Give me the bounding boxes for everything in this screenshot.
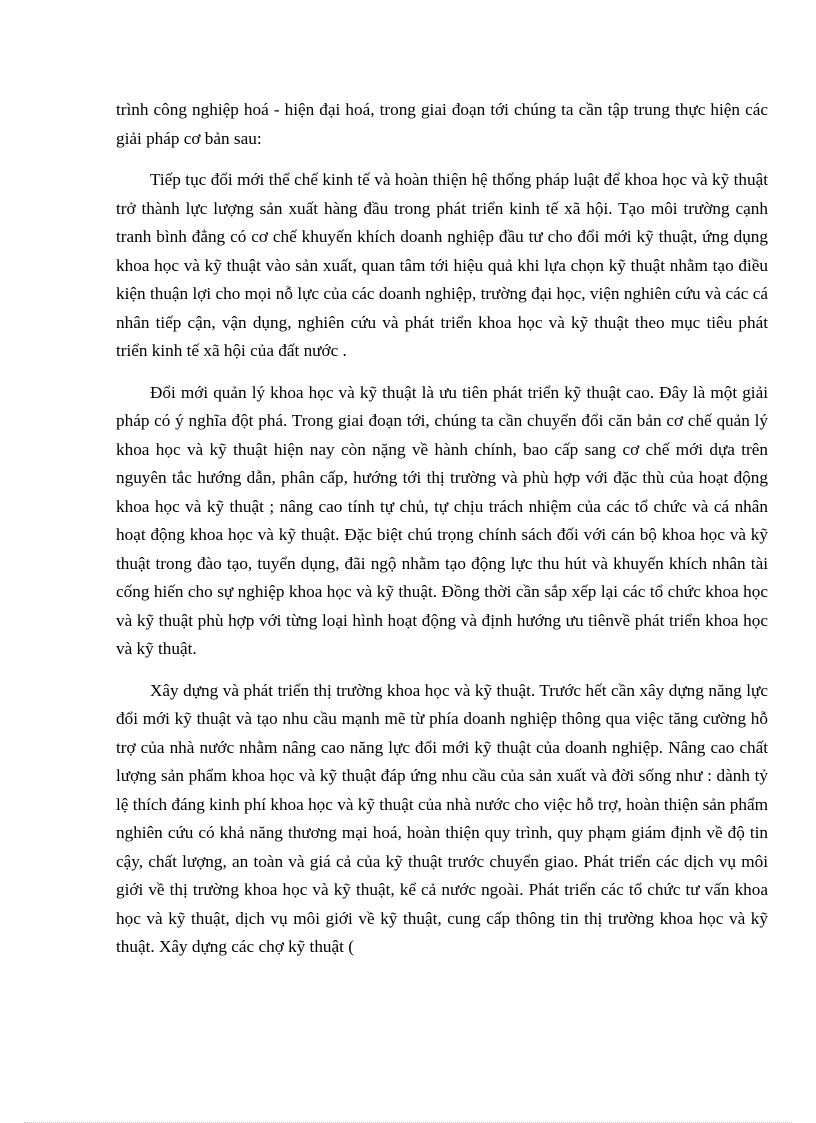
paragraph-management-reform: Đổi mới quản lý khoa học và kỹ thuật là ưu tiên phát triển kỹ thuật cao. Đây là một giải pháp có ý nghĩa đột phá. Trong giai đoạn tới, chúng ta cần chuyển đổi căn bản cơ chế quản lý khoa học và kỹ thuật hiện nay còn nặng về hành chính, bao cấp sang cơ chế mới dựa trên nguyên tắc hướng dẫn, phân cấp, hướng tới thị trường và phù hợp với đặc thù của hoạt động khoa học và kỹ thuật ; nâng cao tính tự chủ, tự chịu trách nhiệm của các tổ chức và cá nhân hoạt động khoa học và kỹ thuật. Đặc biệt chú trọng chính sách đối với cán bộ khoa học và kỹ thuật trong đào tạo, tuyển dụng, đãi ngộ nhằm tạo động lực thu hút và khuyến khích nhân tài cống hiến cho sự nghiệp khoa học và kỹ thuật. Đồng thời cần sắp xếp lại các tổ chức khoa học và kỹ thuật phù hợp với từng loại hình hoạt động và định hướng ưu tiênvề phát triển khoa học và kỹ thuật.: [116, 382, 768, 658]
paragraph-intro-continuation: trình công nghiệp hoá - hiện đại hoá, trong giai đoạn tới chúng ta cần tập trung thực hiện các giải pháp cơ bản sau:: [116, 100, 768, 148]
document-page: [116, 96, 768, 962]
paragraph-institutional-reform: Tiếp tục đổi mới thể chế kinh tế và hoàn thiện hệ thống pháp luật để khoa học và kỹ thuật trở thành lực lượng sản xuất hàng đầu trong phát triển kinh tế xã hội. Tạo môi trường cạnh tranh bình đẳng có cơ chế khuyến khích doanh nghiệp đầu tư cho đổi mới kỹ thuật, ứng dụng khoa học và kỹ thuật vào sản xuất, quan tâm tới hiệu quả khi lựa chọn kỹ thuật nhằm tạo điều kiện thuận lợi cho mọi nỗ lực của các doanh nghiệp, trường đại học, viện nghiên cứu và các cá nhân tiếp cận, vận dụng, nghiên cứu và phát triển khoa học và kỹ thuật theo mục tiêu phát triển kinh tế xã hội của đất nước .: [116, 170, 768, 360]
paragraph-market-development: Xây dựng và phát triển thị trường khoa học và kỹ thuật. Trước hết cần xây dựng năng lực đổi mới kỹ thuật và tạo nhu cầu mạnh mẽ từ phía doanh nghiệp thông qua việc tăng cường hỗ trợ của nhà nước nhằm nâng cao năng lực đổi mới kỹ thuật của doanh nghiệp. Nâng cao chất lượng sản phẩm khoa học và kỹ thuật đáp ứng nhu cầu của sản xuất và đời sống như : dành tỷ lệ thích đáng kinh phí khoa học và kỹ thuật của nhà nước cho việc hỗ trợ, hoàn thiện sản phẩm nghiên cứu có khả năng thương mại hoá, hoàn thiện quy trình, quy phạm giám định về độ tin cậy, chất lượng, an toàn và giá cả của kỹ thuật trước chuyển giao. Phát triển các dịch vụ môi giới về thị trường khoa học và kỹ thuật, kể cả nước ngoài. Phát triển các tổ chức tư vấn khoa học và kỹ thuật, dịch vụ môi giới về kỹ thuật, cung cấp thông tin thị trường khoa học và kỹ thuật. Xây dựng các chợ kỹ thuật (: [116, 680, 768, 956]
